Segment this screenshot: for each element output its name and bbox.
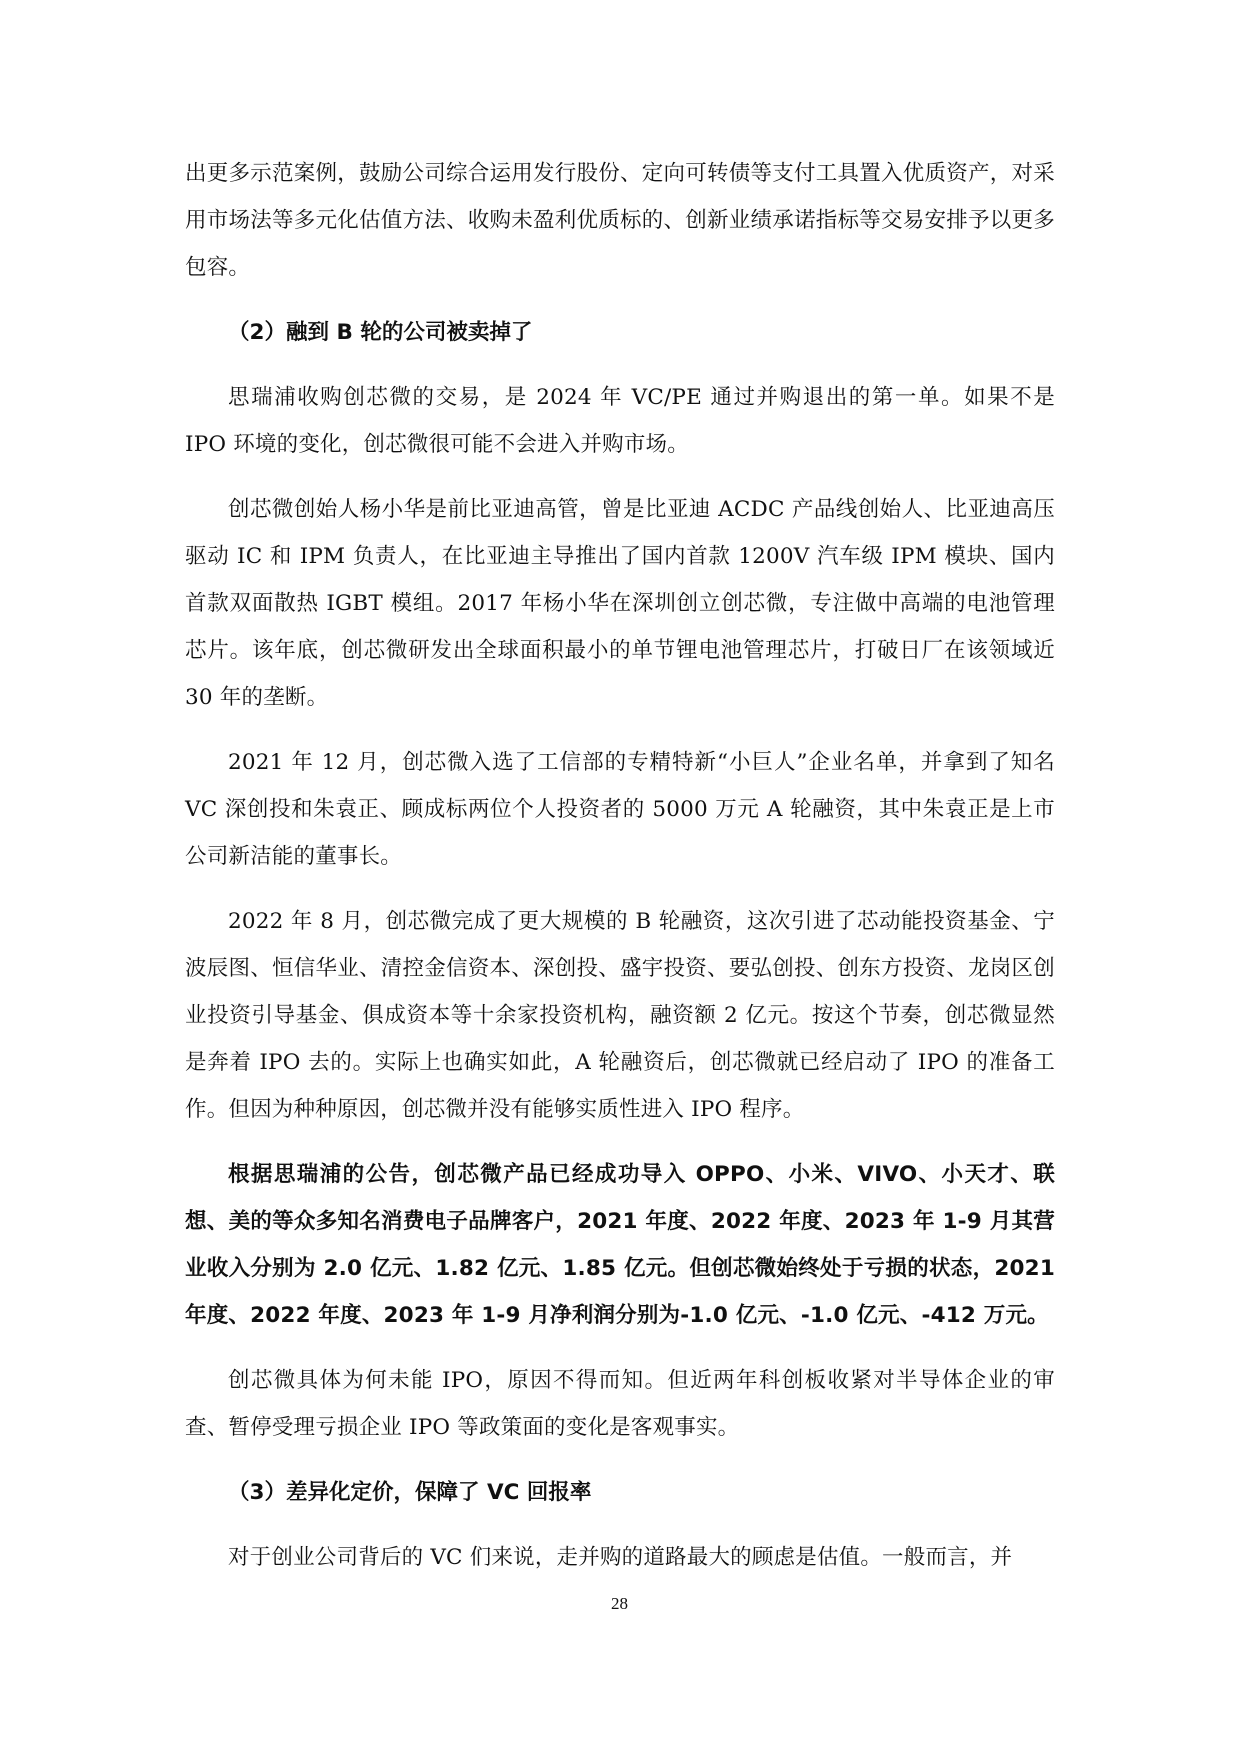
paragraph-valuation: 对于创业公司背后的 VC 们来说，走并购的道路最大的顾虑是估值。一般而言，并 — [228, 1545, 1013, 1570]
page-content — [185, 150, 1055, 1599]
paragraph-acquisition: 思瑞浦收购创芯微的交易，是 2024 年 VC/PE 通过并购退出的第一单。如果不是 IPO 环境的变化，创芯微很可能不会进入并购市场。 — [185, 385, 1055, 457]
section-heading-3: （3）差异化定价，保障了 VC 回报率 — [228, 1480, 592, 1505]
section-heading-2: （2）融到 B 轮的公司被卖掉了 — [228, 320, 533, 345]
paragraph-series-a: 2021 年 12 月，创芯微入选了工信部的专精特新“小巨人”企业名单，并拿到了知名 VC 深创投和朱袁正、顾成标两位个人投资者的 5000 万元 A 轮融资，其中朱袁正是上市公司新洁能的董事长。 — [185, 750, 1055, 869]
paragraph-continuation: 出更多示范案例，鼓励公司综合运用发行股份、定向可转债等支付工具置入优质资产，对采用市场法等多元化估值方法、收购未盈利优质标的、创新业绩承诺指标等交易安排予以更多包容。 — [185, 161, 1055, 280]
paragraph-founder: 创芯微创始人杨小华是前比亚迪高管，曾是比亚迪 ACDC 产品线创始人、比亚迪高压驱动 IC 和 IPM 负责人，在比亚迪主导推出了国内首款 1200V 汽车级 IPM 模块、国内首款双面散热 IGBT 模组。2017 年杨小华在深圳创立创芯微，专注做中高端的电池管理芯片。该年底，创芯微研发出全球面积最小的单节锂电池管理芯片，打破日厂在该领域近 30 年的垄断。 — [185, 497, 1055, 710]
paragraph-series-b: 2022 年 8 月，创芯微完成了更大规模的 B 轮融资，这次引进了芯动能投资基金、宁波辰图、恒信华业、清控金信资本、深创投、盛宇投资、要弘创投、创东方投资、龙岗区创业投资引导基金、俱成资本等十余家投资机构，融资额 2 亿元。按这个节奏，创芯微显然是奔着 IPO 去的。实际上也确实如此，A 轮融资后，创芯微就已经启动了 IPO 的准备工作。但因为种种原因，创芯微并没有能够实质性进入 IPO 程序。 — [185, 909, 1055, 1122]
paragraph-financials: 根据思瑞浦的公告，创芯微产品已经成功导入 OPPO、小米、VIVO、小天才、联想、美的等众多知名消费电子品牌客户，2021 年度、2022 年度、2023 年 1-9 月其营业收入分别为 2.0 亿元、1.82 亿元、1.85 亿元。但创芯微始终处于亏损的状态，2021 年度、2022 年度、2023 年 1-9 月净利润分别为-1.0 亿元、-1.0 亿元、-412 万元。 — [185, 1162, 1055, 1328]
paragraph-ipo-policy: 创芯微具体为何未能 IPO，原因不得而知。但近两年科创板收紧对半导体企业的审查、暂停受理亏损企业 IPO 等政策面的变化是客观事实。 — [185, 1368, 1055, 1440]
page-number: 28 — [611, 1594, 628, 1613]
